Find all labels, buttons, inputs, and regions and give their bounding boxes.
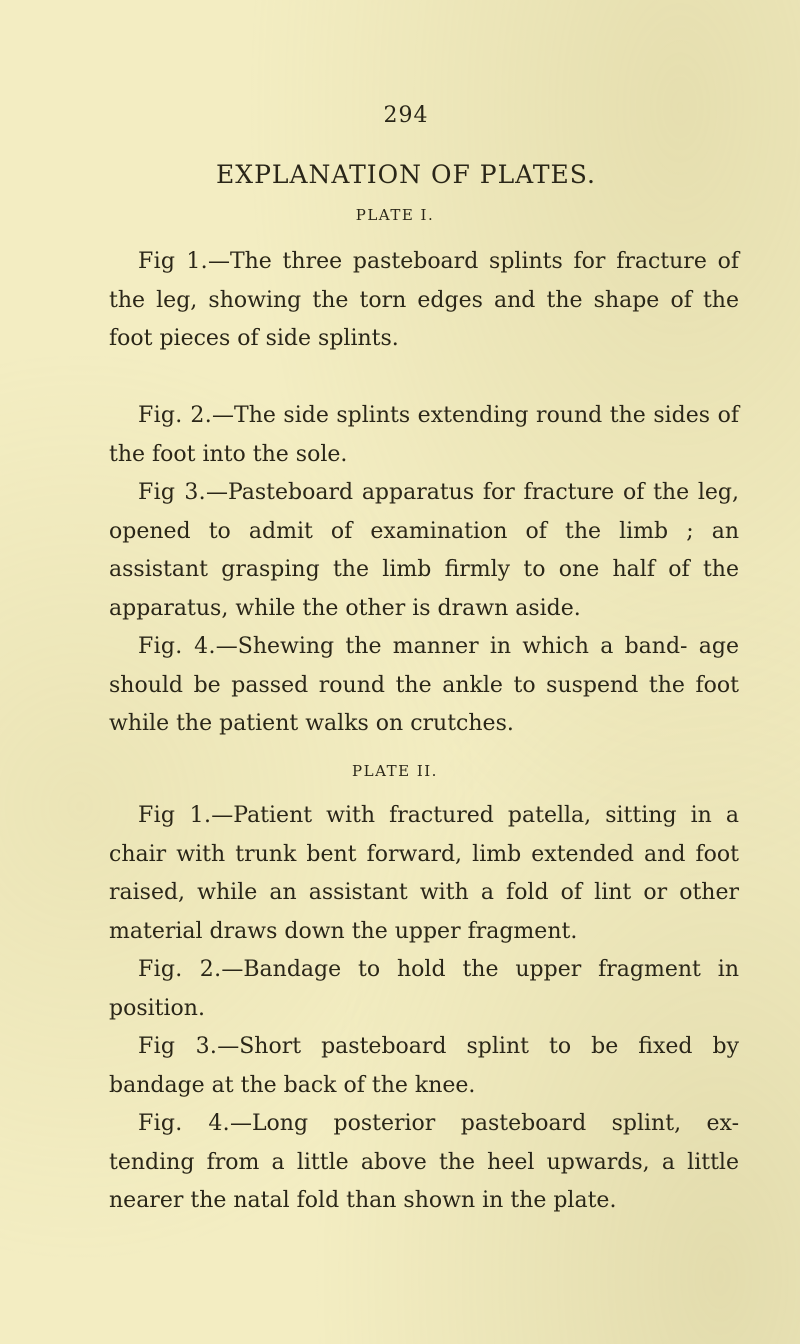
figure-caption: —Patient with fractured patella, sitting in a chair with trunk bent forward, limb extended and foot raised, while an assistant with a fold of lint or other material draws down the upper fragment. — [109, 803, 739, 944]
figure-caption: —Pasteboard apparatus for fracture of the leg, opened to admit of examination of the limb ; an assistant grasping the limb firmly to one half of the apparatus, while the other is drawn aside. — [109, 480, 740, 621]
plate-heading-1: PLATE I. — [355, 206, 435, 224]
figure-caption: —Short pasteboard splint to be fixed by bandage at the back of the knee. — [109, 1034, 739, 1098]
figure-label: Fig. 2. — [138, 957, 222, 982]
plate-1-figure-2 — [109, 397, 739, 474]
figure-label: Fig. 4. — [138, 634, 216, 659]
page-title: EXPLANATION OF PLATES. — [216, 160, 596, 189]
figure-caption: —The three pasteboard splints for fracture of the leg, showing the torn edges and the shape of the foot pieces of side splints. — [109, 249, 739, 351]
figure-label: Fig 1. — [138, 249, 208, 274]
figure-caption: —Shewing the manner in which a band- age should be passed round the ankle to suspend the foot while the patient walks on crutches. — [109, 634, 739, 736]
figure-caption: —Long posterior pasteboard splint, ex- tending from a little above the heel upwards, a little nearer the natal fold than shown in the plate. — [109, 1111, 739, 1213]
figure-label: Fig. 4. — [138, 1111, 230, 1136]
figure-label: Fig 1. — [138, 803, 212, 828]
plate-2-figure-1 — [109, 797, 739, 951]
figure-caption: —Bandage to hold the upper fragment in position. — [109, 957, 739, 1021]
plate-1-figure-3 — [109, 474, 739, 628]
plate-2-figure-4 — [109, 1105, 739, 1221]
figure-label: Fig 3. — [138, 1034, 218, 1059]
page-number: 294 — [383, 103, 429, 128]
figure-caption: —The side splints extending round the sides of the foot into the sole. — [109, 403, 739, 467]
plate-1-figure-1 — [109, 243, 739, 359]
plate-heading-2: PLATE II. — [352, 762, 438, 780]
plate-2-figure-2 — [109, 951, 739, 1028]
figure-label: Fig. 2. — [138, 403, 213, 428]
plate-2-figure-3 — [109, 1028, 739, 1105]
plate-1-figure-4 — [109, 628, 739, 744]
figure-label: Fig 3. — [138, 480, 206, 505]
